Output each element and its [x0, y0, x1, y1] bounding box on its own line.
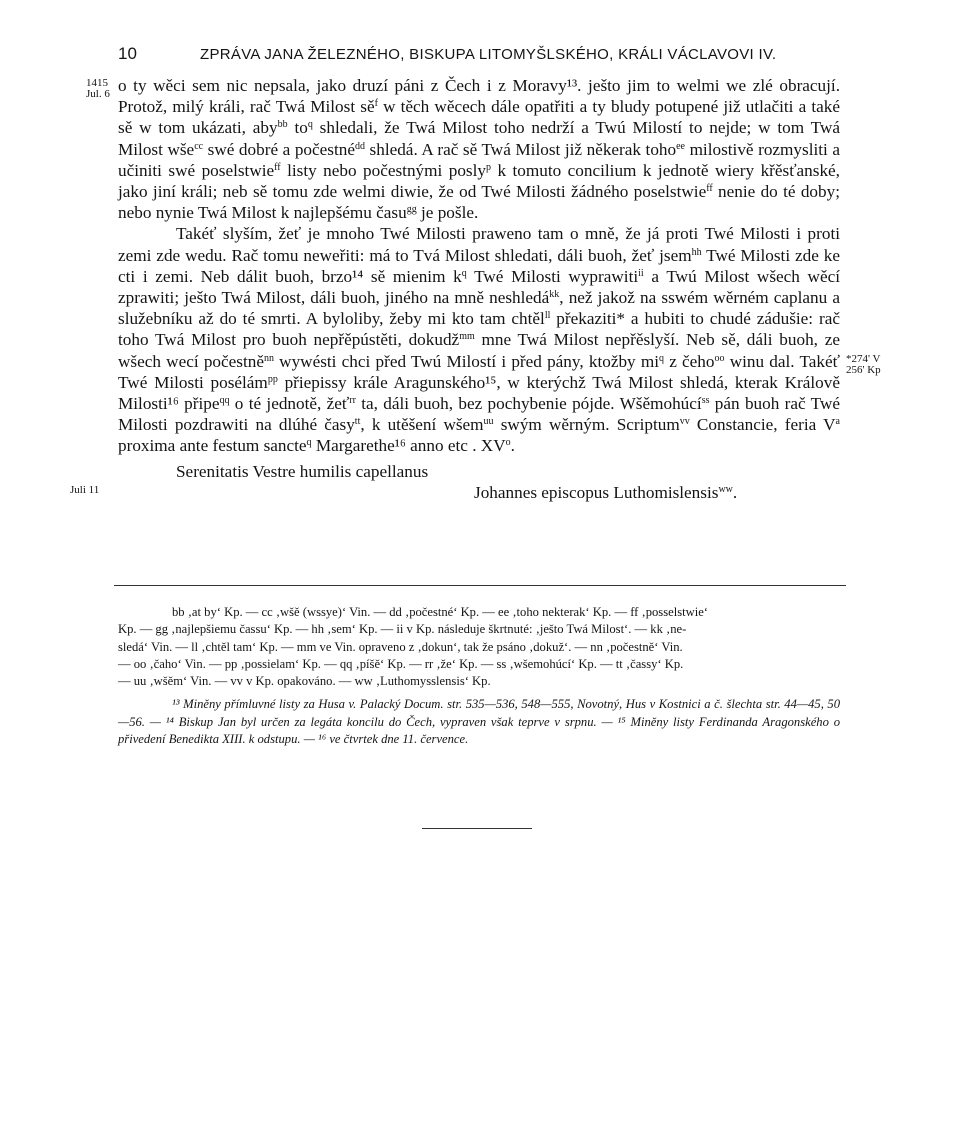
variant-note-4: — oo ‚čaho‘ Vin. — pp ‚possielam‘ Kp. — qq ‚píšě‘ Kp. — rr ‚že‘ Kp. — ss ‚wšemohúcí‘ Kp. — tt ‚čassy‘ Kp. [118, 656, 684, 671]
paragraph-1: o ty wěci sem nic nepsala, jako druzí páni z Čech i z Moravy¹³. ješto jim to welmi we zlé obracují. Protož, milý králi, rač Twá Milost $sě^f$ w těch wěcech dále opatřiti a ty bludy potupené již utlačiti a také sě w tom ukázati, aby$^{bb}$ $to^q$ shledali, že Twá Milost toho nedrží a Twú Milostí to nejde; w tom Twá Milost wše$^{cc}$ swé dobré a počestné$^{dd}$ shledá. A rač sě Twá Milost již někerak toho$^{ee}$ milostivě rozmysliti a učiniti swé poselstwie$^{ff}$ listy nebo počestnými posly$^p$ k tomuto concilium k jednotě wiery křěsťanské, jako jiní králi; neb sě tomu zde welmi diwie, že od Twé Milosti žádného poselstwie$^{ff}$ nenie do té doby; nebo nynie Twá Milost k najlepšému času$^{gg}$ je pošle. [118, 76, 840, 223]
footnote-divider [114, 585, 846, 586]
margin-folio-ref [846, 354, 881, 376]
variant-note-1: bb ‚at by‘ Kp. — cc ‚wšě (wssye)‘ Vin. — dd ‚počestné‘ Kp. — ee ‚toho nekterak‘ Kp. — ff ‚posselstwie‘ [172, 605, 708, 619]
letter-body [118, 75, 840, 503]
margin-folio-kp: 256' Kp [846, 364, 881, 376]
footnotes [118, 604, 840, 748]
page-number: 10 [118, 44, 137, 63]
margin-year: 1415 [86, 77, 108, 89]
margin-day: Jul. 6 [86, 88, 110, 100]
running-title: ZPRÁVA JANA ŽELEZNÉHO, BISKUPA LITOMYŠLSKÉHO, KRÁLI VÁCLAVOVI IV. [200, 46, 777, 63]
commentary-notes: ¹³ Miněny přímluvné listy za Husa v. Palacký Docum. str. 535—536, 548—555, Novotný, Hus v Kostnici a č. šlechta str. 44—45, 50—56. — ¹⁴ Biskup Jan byl určen za legáta koncilu do Čech, vypraven však teprve v srpnu. — ¹⁵ Miněny listy Ferdinanda Aragonského o přivedení Benedikta XIII. k odstupu. — ¹⁶ ve čtvrtek dne 11. července. [118, 697, 840, 747]
end-rule [422, 828, 532, 829]
signature-block [118, 461, 840, 503]
margin-folio-v: *274' V [846, 353, 881, 365]
paragraph-2: Takéť slyším, žeť je mnoho Twé Milosti praweno tam o mně, že já proti Twé Milosti i proti zemi zde wedu. Rač tomu neweřiti: má to Tvá Milost shledati, dáli buoh, žeť jsem$^{hh}$ Twé Milosti zde ke cti i zemi. Neb dálit buoh, brzo¹⁴ sě mienim $k^q$ Twé Milosti wyprawiti$^{ii}$ a Twú Milost wšech wěcí zprawiti; ješto Twá Milost, dáli buoh, jiného na mně neshledá$^{kk}$, než jakož na sswém wěrném caplanu a služebníku až do té smrti. A byloliby, žeby mi kto tam chtěl$^{ll}$ překaziti* a hubiti to chudé zádušie: rač toho Twá Milost pro buoh nepřěpústěti, dokudž$^{mm}$ mne Twá Milost nepřěslyší. Neb sě, dáli buoh, ze wšech wecí počestně$^{nn}$ wywésti chci před Twú Milostí i před pány, ktožby $mi^q$ z čeho$^{oo}$ winu dal. Takéť Twé Milosti posélám$^{pp}$ přiepissy krále Aragunského¹⁵, w kterýchž Twá Milost shledá, kterak Králově Milosti¹⁶ připe$^{qq}$ o té jednotě, žeť$^{rr}$ ta, dáli buoh, bez pochybenie pójde. Wšěmohúcí$^{ss}$ pán buoh rač Twé Milosti pozdrawiti na dlúhé časy$^{tt}$, k utěšení wšem$^{uu}$ swým wěrným. Scriptum$^{vv}$ Constancie, feria $V^a$ proxima ante festum sancte$^q$ Margarethe¹⁶ anno etc . $XV^o$. [118, 224, 840, 456]
variant-note-5: — uu ‚wšěm‘ Vin. — vv v Kp. opakováno. — ww ‚Luthomysslensis‘ Kp. [118, 674, 491, 689]
closing-formula: Serenitatis Vestre humilis capellanus [176, 461, 429, 481]
margin-date-top [86, 78, 110, 100]
variant-note-2: Kp. — gg ‚najlepšiemu čassu‘ Kp. — hh ‚sem‘ Kp. — ii v Kp. následuje škrtnuté: ‚ješto Twá Milost‘. — kk ‚ne- [118, 622, 687, 637]
margin-date-bottom: Juli 11 [70, 484, 100, 496]
running-header [118, 40, 840, 70]
variant-note-3: sledá‘ Vin. — ll ‚chtěl tam‘ Kp. — mm ve Vin. opraveno z ‚dokun‘, tak že psáno ‚dokuž‘. — nn ‚počestně‘ Vin. [118, 639, 683, 654]
signature: Johannes episcopus Luthomislensis$^{ww}$. [474, 482, 738, 502]
